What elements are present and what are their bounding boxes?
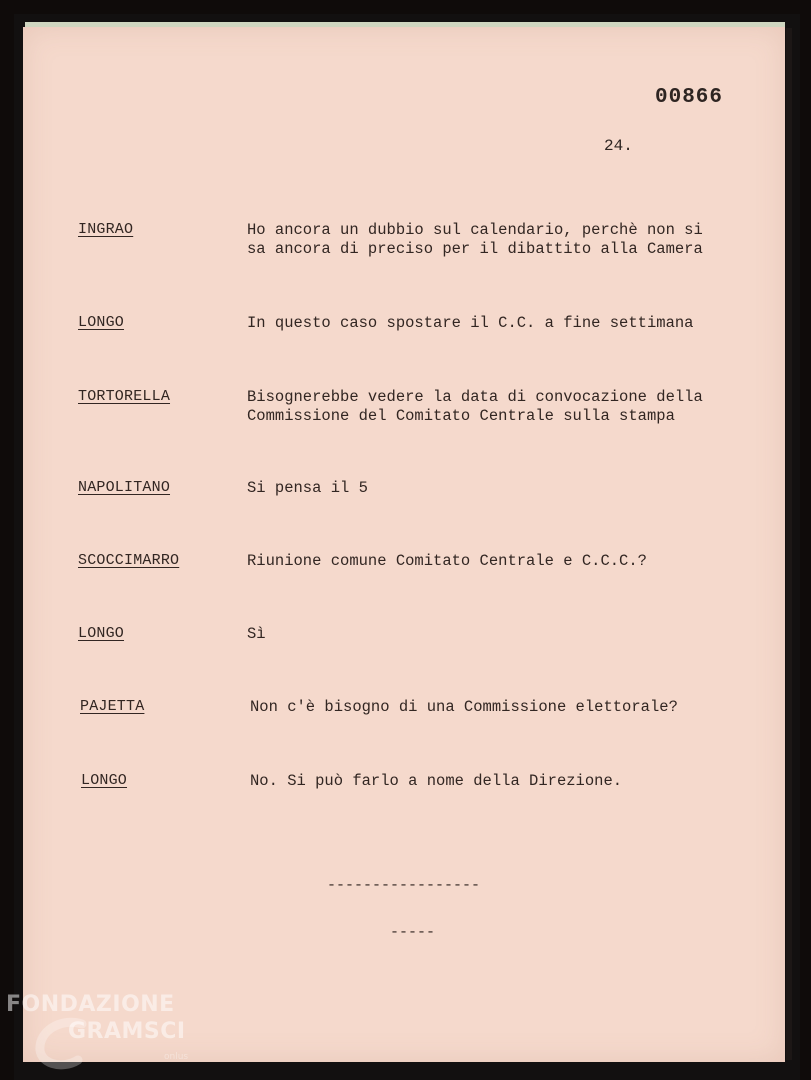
document-page [23,27,785,1062]
speaker-name: NAPOLITANO [78,479,171,496]
separator-long: ----------------- [327,877,481,894]
page-edge-shadow [786,28,792,1060]
page-number: 24. [604,137,633,155]
transcript-entry [0,772,811,812]
fondazione-gramsci-watermark [6,992,216,1072]
watermark-line-3: onlus [164,1052,189,1062]
speaker-text: Non c'è bisogno di una Commissione elettorale? [250,698,678,716]
speaker-text: Riunione comune Comitato Centrale e C.C.C.? [247,552,647,570]
speaker-name: LONGO [78,625,125,642]
watermark-line-2: GRAMSCI [68,1019,186,1044]
speaker-name: LONGO [81,772,128,789]
speaker-name: SCOCCIMARRO [78,552,180,569]
transcript-entry [0,552,811,592]
speaker-text: In questo caso spostare il C.C. a fine settimana [247,314,694,332]
speaker-name: INGRAO [78,221,134,238]
speaker-text: Si pensa il 5 [247,479,368,497]
speaker-text: Sì [247,625,266,643]
speaker-text: Ho ancora un dubbio sul calendario, perchè non si sa ancora di preciso per il dibattito alla Camera [247,221,703,258]
transcript-entry [0,625,811,665]
transcript-entry [0,698,811,738]
transcript-entry [0,388,811,428]
folio-number: 00866 [655,86,724,109]
speaker-name: PAJETTA [80,698,145,715]
watermark-line-1: FONDAZIONE [6,992,175,1017]
transcript-entry [0,221,811,261]
separator-short: ----- [390,924,436,941]
transcript-entry [0,479,811,519]
transcript-entry [0,314,811,354]
speaker-text: Bisognerebbe vedere la data di convocazione della Commissione del Comitato Centrale sulla stampa [247,388,703,425]
speaker-name: TORTORELLA [78,388,171,405]
speaker-text: No. Si può farlo a nome della Direzione. [250,772,623,790]
speaker-name: LONGO [78,314,125,331]
